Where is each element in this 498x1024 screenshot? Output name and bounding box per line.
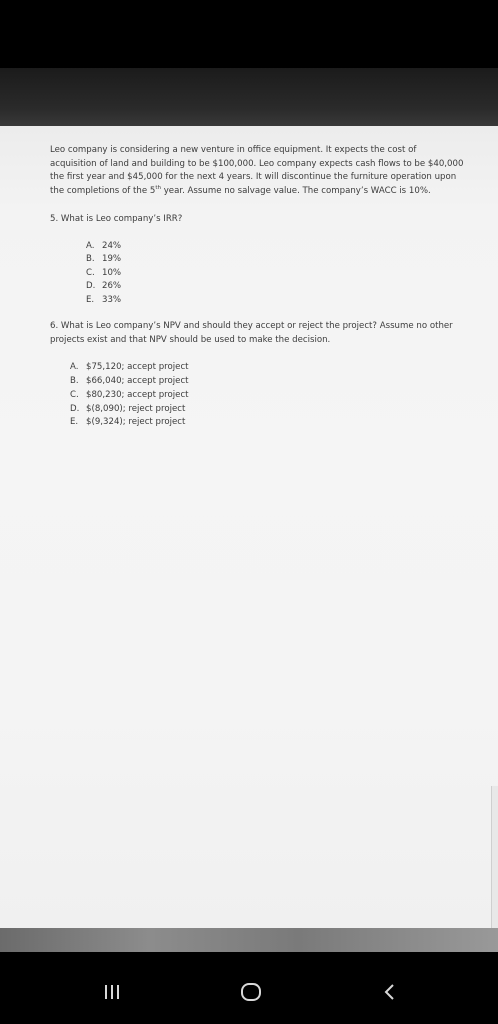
question-6-line: 6. What is Leo company’s NPV and should they accept or reject the project? Assume no other: [50, 321, 453, 332]
recent-apps-icon: [102, 984, 122, 1000]
option-item: [86, 294, 492, 308]
ordinal-suffix: th: [155, 184, 161, 191]
option-letter: C.: [86, 267, 95, 278]
option-item: [86, 240, 492, 254]
option-text: $75,120; accept project: [86, 362, 189, 373]
intro-paragraph: [50, 144, 490, 198]
back-icon: [382, 983, 398, 1001]
option-item: [86, 267, 492, 281]
option-text: $(9,324); reject project: [86, 417, 186, 428]
option-text: $66,040; accept project: [86, 376, 189, 387]
question-6-line: projects exist and that NPV should be used to make the decision.: [50, 334, 331, 345]
option-letter: A.: [70, 362, 79, 373]
question-6-options: [70, 361, 492, 430]
back-button[interactable]: [370, 972, 410, 1012]
status-bar: [0, 0, 498, 68]
home-button[interactable]: [231, 972, 271, 1012]
intro-line: year. Assume no salvage value. The company’s WACC is 10%.: [160, 185, 431, 196]
intro-line: the completions of the 5: [50, 185, 156, 196]
document-text: [50, 144, 492, 430]
option-letter: D.: [86, 281, 96, 292]
intro-line: the first year and $45,000 for the next 4 years. It will discontinue the furniture operation upon: [50, 172, 457, 182]
option-text: 10%: [102, 267, 122, 278]
option-item: [86, 253, 492, 267]
option-letter: E.: [70, 417, 79, 428]
home-icon: [240, 981, 262, 1003]
floor-background: [0, 928, 498, 952]
intro-line: Leo company is considering a new venture in office equipment. It expects the cost of: [50, 145, 417, 155]
option-letter: B.: [86, 254, 95, 265]
option-letter: A.: [86, 240, 95, 251]
option-text: 26%: [102, 281, 122, 292]
option-letter: C.: [70, 389, 79, 400]
option-text: 19%: [102, 254, 122, 265]
option-text: 24%: [102, 240, 122, 251]
question-5: 5. What is Leo company’s IRR?: [50, 214, 183, 224]
option-text: $(8,090); reject project: [86, 403, 186, 414]
option-item: [70, 389, 492, 403]
option-letter: D.: [70, 403, 80, 414]
option-letter: B.: [70, 376, 79, 387]
option-item: [70, 361, 492, 375]
option-text: 33%: [102, 294, 122, 305]
option-item: [86, 280, 492, 294]
intro-line: acquisition of land and building to be $100,000. Leo company expects cash flows to be $40,000: [50, 158, 464, 169]
option-text: $80,230; accept project: [86, 389, 189, 400]
option-item: [70, 375, 492, 389]
navigation-bar: [0, 952, 498, 1024]
option-item: [70, 416, 492, 430]
recent-apps-button[interactable]: [92, 972, 132, 1012]
option-item: [70, 403, 492, 417]
option-letter: E.: [86, 294, 95, 305]
question-5-options: [86, 240, 492, 308]
question-6: [50, 320, 490, 347]
